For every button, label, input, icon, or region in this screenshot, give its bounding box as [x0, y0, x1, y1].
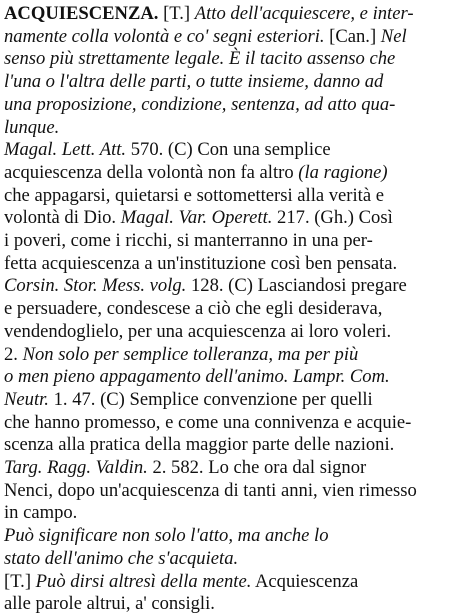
italic-run: Può significare non solo l'atto, ma anche lo — [4, 525, 329, 547]
text-line — [4, 2, 473, 25]
text-run: vendendoglielo, per una acquiescenza ai loro voleri. — [4, 320, 392, 342]
italic-run: Magal. Var. Operett. — [120, 207, 273, 229]
text-line — [4, 93, 473, 116]
text-run: [Can.] — [324, 25, 381, 47]
text-line — [4, 252, 473, 275]
italic-run: (la ragione) — [298, 161, 388, 183]
text-run: i poveri, come i ricchi, si manterranno in una per- — [4, 230, 373, 251]
text-run: fetta acquiescenza a un'instituzione così ben pensata. — [4, 252, 398, 274]
text-line — [4, 47, 473, 70]
text-run: [T.] — [158, 3, 195, 24]
text-line — [4, 524, 473, 547]
text-line — [4, 547, 473, 570]
text-run: 217. (Gh.) Così — [272, 207, 393, 229]
text-line — [4, 501, 473, 524]
text-run: Nenci, dopo un'acquiescenza di tanti anni, vien rimesso — [4, 479, 417, 501]
italic-run: Nel — [380, 25, 407, 47]
text-line — [4, 592, 473, 615]
text-line — [4, 116, 473, 139]
text-line — [4, 297, 473, 320]
text-line — [4, 274, 473, 297]
text-line — [4, 388, 473, 411]
text-line — [4, 411, 473, 434]
text-run: volontà di Dio. — [4, 207, 121, 229]
text-line — [4, 343, 473, 366]
italic-run: Corsin. Stor. Mess. volg. — [4, 275, 187, 297]
text-line — [4, 479, 473, 502]
text-line — [4, 70, 473, 93]
text-line — [4, 206, 473, 229]
text-line — [4, 25, 473, 48]
text-run: 1. 47. (C) Semplice convenzione per quelli — [48, 388, 373, 410]
italic-run: Targ. Ragg. Valdin. — [4, 457, 148, 478]
italic-run: l'una o l'altra delle parti, o tutte insieme, danno ad — [4, 71, 384, 93]
text-run: che appagarsi, quietarsi e sottomettersi alla verità e — [4, 184, 384, 206]
italic-run: Magal. Lett. Att. — [4, 139, 127, 161]
text-line — [4, 365, 473, 388]
text-run: che hanno promesso, e come una connivenza e acquie- — [4, 411, 412, 433]
italic-run: senso più strettamente legale. È il tacito assenso che — [4, 48, 396, 70]
text-run: 2. 582. Lo che ora dal signor — [147, 457, 367, 478]
italic-run: Non solo per semplice tolleranza, ma per più — [22, 343, 359, 365]
text-run: alle parole altrui, a' consigli. — [4, 593, 215, 615]
italic-run: stato dell'animo che s'acquieta. — [4, 547, 239, 569]
text-run: scenza alla pratica della maggior parte delle nazioni. — [4, 434, 395, 456]
text-line — [4, 161, 473, 184]
text-line — [4, 456, 473, 479]
text-line — [4, 433, 473, 456]
text-run: in campo. — [4, 502, 78, 524]
italic-run: una proposizione, condizione, sentenza, ad atto qua- — [4, 93, 396, 115]
text-line — [4, 320, 473, 343]
text-run: 570. (C) Con una semplice — [126, 139, 331, 161]
text-line — [4, 570, 473, 593]
italic-run: Neutr. — [4, 388, 49, 410]
headword: ACQUIESCENZA. — [4, 3, 159, 24]
text-run: [T.] — [4, 570, 36, 592]
text-line — [4, 184, 473, 207]
text-line — [4, 229, 473, 252]
text-line — [4, 138, 473, 161]
italic-run: o men pieno appagamento dell'animo. Lampr. Com. — [4, 366, 390, 388]
italic-run: lunque. — [4, 116, 60, 138]
italic-run: namente colla volontà e co' segni esteriori. — [4, 25, 325, 47]
text-run: e persuadere, condescese a ciò che egli desiderava, — [4, 298, 383, 320]
text-run: acquiescenza della volontà non fa altro — [4, 161, 299, 183]
text-run: Acquiescenza — [251, 570, 359, 592]
italic-run: Può dirsi altresì della mente. — [35, 570, 252, 592]
text-run: 2. — [4, 343, 23, 365]
italic-run: Atto dell'acquiescere, e inter- — [194, 3, 414, 24]
text-run: 128. (C) Lasciandosi pregare — [186, 275, 407, 297]
